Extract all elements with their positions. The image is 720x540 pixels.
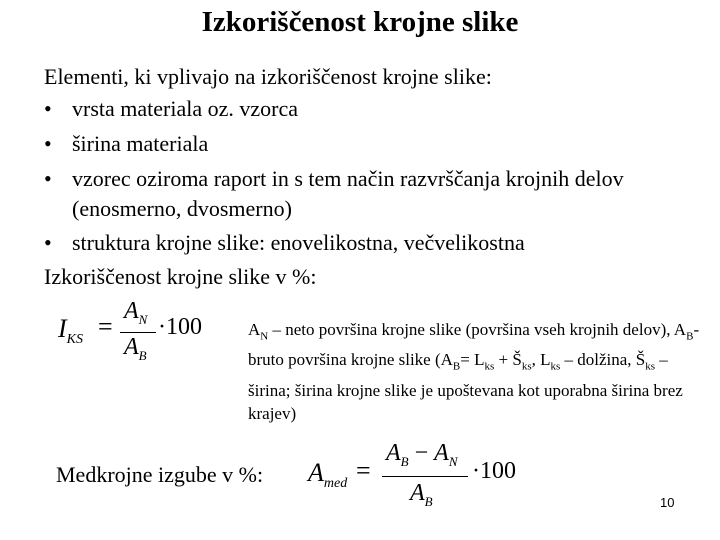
equals-sign-2: = <box>356 456 371 485</box>
loss-formula <box>308 440 528 520</box>
equals-sign: = <box>98 312 113 341</box>
formula2-minus: − <box>408 440 435 466</box>
desc-part: - bruto površina krojne slike (A <box>248 320 700 370</box>
formula2-lhs-sub: med <box>323 476 348 492</box>
utilization-label: Izkoriščenost krojne slike v %: <box>44 264 317 289</box>
formula-lhs-sub: KS <box>66 332 84 348</box>
desc-sub: N <box>260 330 269 343</box>
formula2-num-a-sub: B <box>400 453 409 469</box>
formula-den-sub: B <box>138 347 147 363</box>
bullet-marker: • <box>44 131 52 156</box>
utilization-formula <box>58 300 228 370</box>
desc-sub: ks <box>521 360 532 373</box>
page-number: 10 <box>660 495 675 510</box>
formula2-den-sub: B <box>424 493 433 509</box>
formula-num: A <box>124 298 139 324</box>
bullet-marker: • <box>44 96 52 121</box>
desc-part: – neto površina krojne slike (površina vseh krojnih delov), A <box>268 320 687 339</box>
formula2-lhs: A <box>308 458 324 487</box>
desc-sub: ks <box>645 360 656 373</box>
bullet-item-pattern: vzorec oziroma raport in s tem način razvrščanja krojnih delov <box>72 166 624 191</box>
desc-part: + Š <box>494 350 522 370</box>
formula-description <box>248 318 708 425</box>
formula2-num-b: A <box>434 440 449 466</box>
formula2-num-b-sub: N <box>448 453 458 469</box>
formula-lhs: I <box>58 314 67 343</box>
bullet-item-material: vrsta materiala oz. vzorca <box>72 96 298 121</box>
bullet-marker: • <box>44 166 52 191</box>
formula-multiplier: ·100 <box>158 314 202 340</box>
bullet-item-width: širina materiala <box>72 131 209 156</box>
loss-label: Medkrojne izgube v %: <box>56 462 264 487</box>
formula-num-sub: N <box>138 311 148 327</box>
desc-part: – širina; širina krojne slike je upoštevana kot uporabna širina brez krajev) <box>248 350 683 423</box>
bullet-item-structure: struktura krojne slike: enovelikostna, večvelikostna <box>72 230 525 255</box>
desc-sub: ks <box>484 360 495 373</box>
intro-text: Elementi, ki vplivajo na izkoriščenost krojne slike: <box>44 64 492 89</box>
desc-part: – dolžina, Š <box>560 350 646 370</box>
formula-den: A <box>124 334 139 360</box>
fraction-bar-2 <box>382 476 468 477</box>
fraction-bar <box>120 332 156 333</box>
bullet-item-pattern-continued: (enosmerno, dvosmerno) <box>72 196 292 221</box>
bullet-marker: • <box>44 230 52 255</box>
slide-title: Izkoriščenost krojne slike <box>201 6 519 38</box>
desc-part: = L <box>460 350 485 370</box>
formula2-num-a: A <box>386 440 401 466</box>
desc-part: A <box>248 320 261 339</box>
desc-sub: ks <box>550 360 561 373</box>
formula2-den: A <box>410 480 425 506</box>
desc-sub: B <box>686 330 694 343</box>
desc-sub: B <box>452 360 461 373</box>
desc-part: , L <box>531 350 551 370</box>
formula2-multiplier: ·100 <box>472 458 516 484</box>
